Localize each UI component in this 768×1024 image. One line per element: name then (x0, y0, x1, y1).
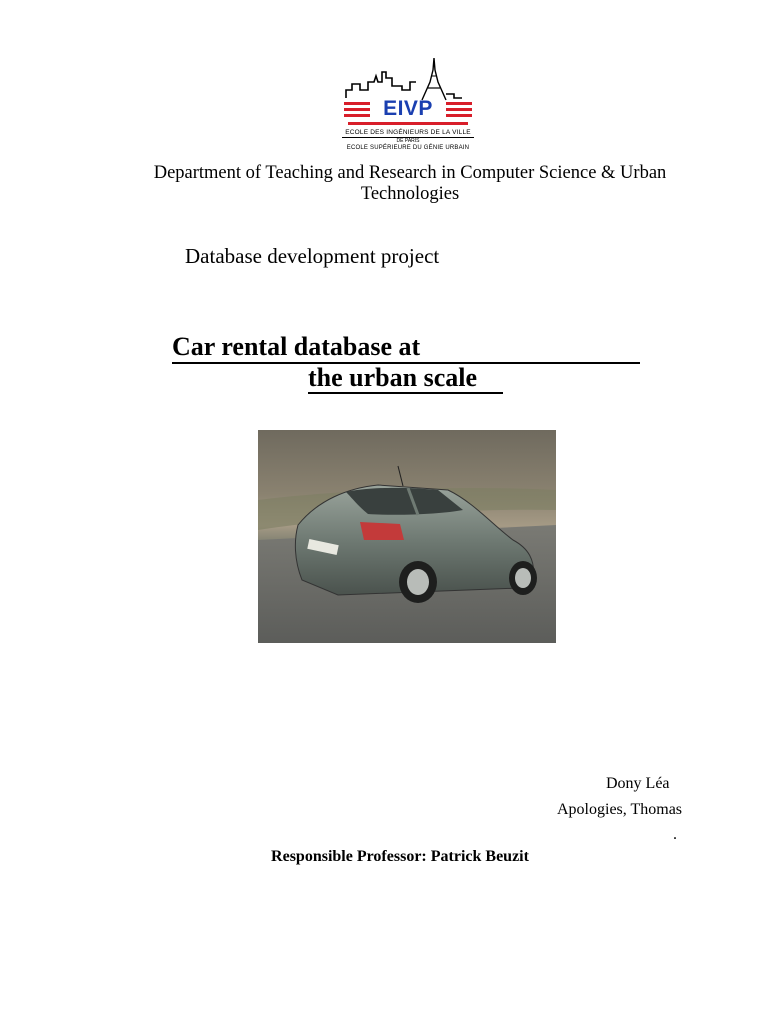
logo-subtitle-1: ECOLE DES INGÉNIEURS DE LA VILLE (345, 129, 471, 136)
author-name: Dony Léa (606, 775, 670, 792)
logo-subtitle-2: DE PARIS (396, 138, 420, 144)
trailing-dot: . (673, 826, 677, 843)
eivp-logo (338, 56, 478, 156)
responsible-professor: Responsible Professor: Patrick Beuzit (271, 848, 529, 865)
project-type: Database development project (185, 244, 440, 268)
title-line-1: Car rental database at (172, 332, 640, 364)
car-photo (258, 430, 556, 643)
logo-subtitle-3: ECOLE SUPÉRIEURE DU GÉNIE URBAIN (346, 145, 470, 151)
department-heading: Department of Teaching and Research in Computer Science & Urban Technologies (153, 163, 667, 204)
author-name: Apologies, Thomas (557, 801, 683, 818)
logo-wordmark: EIVP (383, 97, 433, 120)
title-line-2: the urban scale (308, 364, 503, 394)
